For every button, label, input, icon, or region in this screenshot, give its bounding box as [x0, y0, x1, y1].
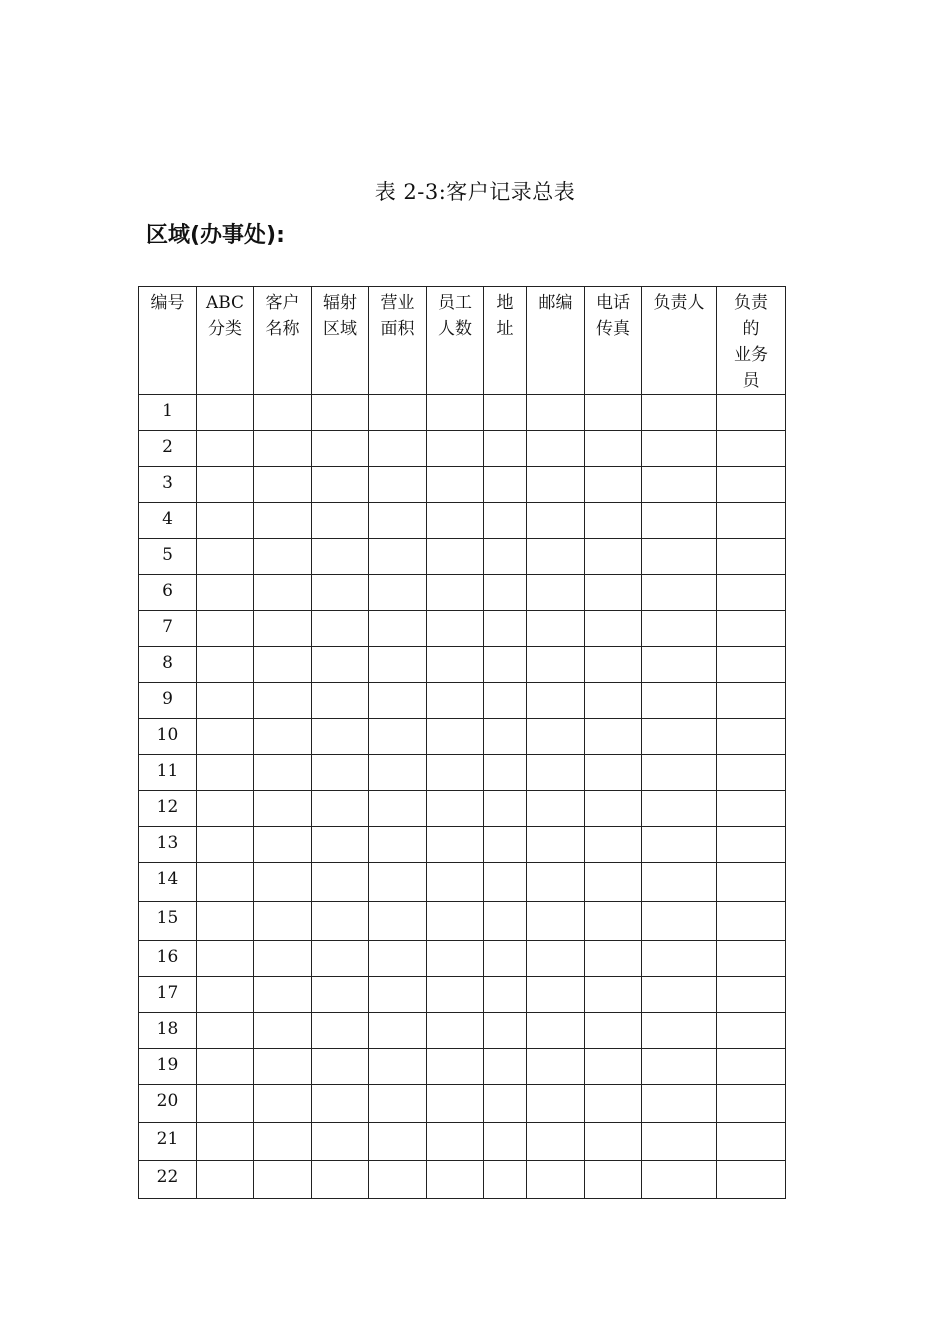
empty-entry-cell[interactable] [197, 1085, 254, 1123]
empty-entry-cell[interactable] [427, 902, 484, 941]
empty-entry-cell[interactable] [254, 575, 312, 611]
empty-entry-cell[interactable] [642, 827, 717, 863]
empty-entry-cell[interactable] [312, 755, 369, 791]
empty-entry-cell[interactable] [369, 611, 427, 647]
empty-entry-cell[interactable] [427, 863, 484, 902]
table-row [139, 719, 786, 755]
empty-entry-cell[interactable] [197, 611, 254, 647]
empty-entry-cell[interactable] [369, 755, 427, 791]
empty-entry-cell[interactable] [642, 941, 717, 977]
empty-entry-cell[interactable] [427, 395, 484, 431]
empty-entry-cell[interactable] [197, 539, 254, 575]
empty-entry-cell[interactable] [484, 755, 527, 791]
empty-entry-cell[interactable] [527, 977, 585, 1013]
empty-entry-cell[interactable] [254, 863, 312, 902]
empty-entry-cell[interactable] [369, 1049, 427, 1085]
column-header [197, 287, 254, 395]
empty-entry-cell[interactable] [312, 1161, 369, 1199]
empty-entry-cell[interactable] [527, 575, 585, 611]
empty-entry-cell[interactable] [427, 827, 484, 863]
empty-entry-cell[interactable] [484, 1161, 527, 1199]
empty-entry-cell[interactable] [717, 1123, 786, 1161]
empty-entry-cell[interactable] [254, 647, 312, 683]
empty-entry-cell[interactable] [484, 539, 527, 575]
empty-entry-cell[interactable] [642, 1013, 717, 1049]
empty-entry-cell[interactable] [527, 1161, 585, 1199]
empty-entry-cell[interactable] [254, 902, 312, 941]
empty-entry-cell[interactable] [585, 719, 642, 755]
empty-entry-cell[interactable] [484, 611, 527, 647]
empty-entry-cell[interactable] [427, 1013, 484, 1049]
column-header-label: 地 址 [496, 293, 514, 339]
empty-entry-cell[interactable] [254, 719, 312, 755]
empty-entry-cell[interactable] [254, 1085, 312, 1123]
empty-entry-cell[interactable] [484, 1049, 527, 1085]
row-number: 15 [139, 902, 197, 941]
empty-entry-cell[interactable] [484, 941, 527, 977]
table-row [139, 611, 786, 647]
empty-entry-cell[interactable] [642, 395, 717, 431]
table-row [139, 1085, 786, 1123]
empty-entry-cell[interactable] [254, 755, 312, 791]
row-number: 17 [139, 977, 197, 1013]
table-row [139, 791, 786, 827]
empty-entry-cell[interactable] [717, 827, 786, 863]
row-number: 18 [139, 1013, 197, 1049]
empty-entry-cell[interactable] [312, 503, 369, 539]
table-row [139, 395, 786, 431]
column-header-label: 负责 的 业务 员 [734, 293, 768, 391]
empty-entry-cell[interactable] [312, 575, 369, 611]
empty-entry-cell[interactable] [369, 791, 427, 827]
empty-entry-cell[interactable] [527, 827, 585, 863]
empty-entry-cell[interactable] [642, 611, 717, 647]
empty-entry-cell[interactable] [312, 431, 369, 467]
row-number: 5 [139, 539, 197, 575]
empty-entry-cell[interactable] [369, 467, 427, 503]
empty-entry-cell[interactable] [427, 575, 484, 611]
empty-entry-cell[interactable] [369, 1161, 427, 1199]
empty-entry-cell[interactable] [585, 1161, 642, 1199]
table-row [139, 941, 786, 977]
table-row [139, 827, 786, 863]
empty-entry-cell[interactable] [642, 1161, 717, 1199]
empty-entry-cell[interactable] [717, 1085, 786, 1123]
empty-entry-cell[interactable] [717, 503, 786, 539]
empty-entry-cell[interactable] [527, 941, 585, 977]
empty-entry-cell[interactable] [369, 1013, 427, 1049]
empty-entry-cell[interactable] [527, 539, 585, 575]
empty-entry-cell[interactable] [585, 467, 642, 503]
empty-entry-cell[interactable] [642, 647, 717, 683]
row-number: 11 [139, 755, 197, 791]
empty-entry-cell[interactable] [585, 395, 642, 431]
empty-entry-cell[interactable] [484, 977, 527, 1013]
empty-entry-cell[interactable] [312, 683, 369, 719]
table-row [139, 1049, 786, 1085]
empty-entry-cell[interactable] [642, 467, 717, 503]
empty-entry-cell[interactable] [484, 719, 527, 755]
empty-entry-cell[interactable] [312, 941, 369, 977]
empty-entry-cell[interactable] [427, 503, 484, 539]
empty-entry-cell[interactable] [484, 863, 527, 902]
empty-entry-cell[interactable] [585, 755, 642, 791]
empty-entry-cell[interactable] [642, 719, 717, 755]
empty-entry-cell[interactable] [197, 431, 254, 467]
empty-entry-cell[interactable] [642, 1049, 717, 1085]
column-header [427, 287, 484, 395]
empty-entry-cell[interactable] [369, 719, 427, 755]
empty-entry-cell[interactable] [642, 503, 717, 539]
empty-entry-cell[interactable] [484, 503, 527, 539]
table-row [139, 575, 786, 611]
empty-entry-cell[interactable] [527, 683, 585, 719]
empty-entry-cell[interactable] [254, 683, 312, 719]
empty-entry-cell[interactable] [642, 539, 717, 575]
empty-entry-cell[interactable] [717, 611, 786, 647]
empty-entry-cell[interactable] [312, 863, 369, 902]
empty-entry-cell[interactable] [427, 1049, 484, 1085]
empty-entry-cell[interactable] [197, 755, 254, 791]
empty-entry-cell[interactable] [254, 1123, 312, 1161]
empty-entry-cell[interactable] [254, 395, 312, 431]
row-number: 8 [139, 647, 197, 683]
empty-entry-cell[interactable] [585, 1085, 642, 1123]
table-row [139, 431, 786, 467]
column-header-label: 邮编 [538, 293, 573, 313]
table-row [139, 755, 786, 791]
empty-entry-cell[interactable] [717, 575, 786, 611]
column-header [642, 287, 717, 395]
row-number: 4 [139, 503, 197, 539]
empty-entry-cell[interactable] [312, 1085, 369, 1123]
empty-entry-cell[interactable] [484, 683, 527, 719]
empty-entry-cell[interactable] [527, 431, 585, 467]
empty-entry-cell[interactable] [254, 827, 312, 863]
empty-entry-cell[interactable] [642, 1085, 717, 1123]
empty-entry-cell[interactable] [254, 977, 312, 1013]
table-row [139, 647, 786, 683]
empty-entry-cell[interactable] [585, 1013, 642, 1049]
empty-entry-cell[interactable] [585, 611, 642, 647]
empty-entry-cell[interactable] [427, 791, 484, 827]
empty-entry-cell[interactable] [642, 902, 717, 941]
table-row [139, 1161, 786, 1199]
empty-entry-cell[interactable] [585, 539, 642, 575]
empty-entry-cell[interactable] [369, 902, 427, 941]
empty-entry-cell[interactable] [427, 1123, 484, 1161]
table-row [139, 539, 786, 575]
empty-entry-cell[interactable] [254, 1049, 312, 1085]
empty-entry-cell[interactable] [427, 539, 484, 575]
empty-entry-cell[interactable] [197, 683, 254, 719]
empty-entry-cell[interactable] [254, 791, 312, 827]
row-number: 20 [139, 1085, 197, 1123]
empty-entry-cell[interactable] [254, 611, 312, 647]
empty-entry-cell[interactable] [427, 1085, 484, 1123]
column-header-label: 电话 传真 [596, 293, 630, 339]
empty-entry-cell[interactable] [369, 647, 427, 683]
empty-entry-cell[interactable] [197, 503, 254, 539]
table-row [139, 503, 786, 539]
empty-entry-cell[interactable] [369, 683, 427, 719]
column-header [254, 287, 312, 395]
empty-entry-cell[interactable] [484, 827, 527, 863]
empty-entry-cell[interactable] [717, 1013, 786, 1049]
empty-entry-cell[interactable] [427, 683, 484, 719]
empty-entry-cell[interactable] [717, 1049, 786, 1085]
empty-entry-cell[interactable] [369, 827, 427, 863]
row-number: 22 [139, 1161, 197, 1199]
empty-entry-cell[interactable] [369, 503, 427, 539]
empty-entry-cell[interactable] [717, 719, 786, 755]
empty-entry-cell[interactable] [585, 1049, 642, 1085]
empty-entry-cell[interactable] [197, 902, 254, 941]
empty-entry-cell[interactable] [585, 647, 642, 683]
empty-entry-cell[interactable] [197, 827, 254, 863]
row-number: 7 [139, 611, 197, 647]
empty-entry-cell[interactable] [312, 977, 369, 1013]
empty-entry-cell[interactable] [717, 791, 786, 827]
table-caption: 表 2-3:客户记录总表 [374, 180, 576, 204]
empty-entry-cell[interactable] [197, 719, 254, 755]
empty-entry-cell[interactable] [585, 791, 642, 827]
empty-entry-cell[interactable] [312, 827, 369, 863]
column-header [527, 287, 585, 395]
empty-entry-cell[interactable] [717, 755, 786, 791]
table-row [139, 1013, 786, 1049]
empty-entry-cell[interactable] [197, 941, 254, 977]
column-header [369, 287, 427, 395]
row-number: 2 [139, 431, 197, 467]
empty-entry-cell[interactable] [585, 827, 642, 863]
empty-entry-cell[interactable] [427, 977, 484, 1013]
empty-entry-cell[interactable] [585, 683, 642, 719]
empty-entry-cell[interactable] [369, 575, 427, 611]
empty-entry-cell[interactable] [585, 977, 642, 1013]
row-number: 14 [139, 863, 197, 902]
empty-entry-cell[interactable] [427, 467, 484, 503]
empty-entry-cell[interactable] [527, 395, 585, 431]
empty-entry-cell[interactable] [527, 611, 585, 647]
empty-entry-cell[interactable] [527, 647, 585, 683]
empty-entry-cell[interactable] [717, 647, 786, 683]
empty-entry-cell[interactable] [484, 467, 527, 503]
empty-entry-cell[interactable] [369, 431, 427, 467]
column-header-label: 员工 人数 [438, 293, 472, 339]
column-header-label: 客户 名称 [265, 293, 300, 339]
empty-entry-cell[interactable] [427, 611, 484, 647]
empty-entry-cell[interactable] [527, 902, 585, 941]
row-number: 3 [139, 467, 197, 503]
table-body [139, 395, 786, 1199]
empty-entry-cell[interactable] [427, 755, 484, 791]
empty-entry-cell[interactable] [484, 1123, 527, 1161]
column-header [585, 287, 642, 395]
empty-entry-cell[interactable] [585, 575, 642, 611]
empty-entry-cell[interactable] [312, 719, 369, 755]
empty-entry-cell[interactable] [369, 1123, 427, 1161]
empty-entry-cell[interactable] [197, 1049, 254, 1085]
empty-entry-cell[interactable] [484, 791, 527, 827]
row-number: 13 [139, 827, 197, 863]
empty-entry-cell[interactable] [717, 902, 786, 941]
empty-entry-cell[interactable] [585, 503, 642, 539]
empty-entry-cell[interactable] [717, 977, 786, 1013]
empty-entry-cell[interactable] [642, 755, 717, 791]
empty-entry-cell[interactable] [369, 1085, 427, 1123]
empty-entry-cell[interactable] [254, 467, 312, 503]
empty-entry-cell[interactable] [642, 431, 717, 467]
table-row [139, 1123, 786, 1161]
empty-entry-cell[interactable] [197, 977, 254, 1013]
empty-entry-cell[interactable] [642, 575, 717, 611]
empty-entry-cell[interactable] [197, 1161, 254, 1199]
empty-entry-cell[interactable] [312, 1049, 369, 1085]
empty-entry-cell[interactable] [254, 1013, 312, 1049]
empty-entry-cell[interactable] [369, 977, 427, 1013]
empty-entry-cell[interactable] [197, 863, 254, 902]
empty-entry-cell[interactable] [527, 467, 585, 503]
empty-entry-cell[interactable] [369, 941, 427, 977]
empty-entry-cell[interactable] [427, 647, 484, 683]
empty-entry-cell[interactable] [312, 611, 369, 647]
empty-entry-cell[interactable] [427, 431, 484, 467]
empty-entry-cell[interactable] [717, 863, 786, 902]
empty-entry-cell[interactable] [527, 755, 585, 791]
row-number: 19 [139, 1049, 197, 1085]
empty-entry-cell[interactable] [527, 1085, 585, 1123]
column-header [484, 287, 527, 395]
empty-entry-cell[interactable] [585, 941, 642, 977]
empty-entry-cell[interactable] [312, 395, 369, 431]
empty-entry-cell[interactable] [484, 1085, 527, 1123]
empty-entry-cell[interactable] [642, 977, 717, 1013]
row-number: 21 [139, 1123, 197, 1161]
empty-entry-cell[interactable] [312, 791, 369, 827]
column-header-label: ABC 分类 [205, 293, 245, 339]
table-row [139, 902, 786, 941]
empty-entry-cell[interactable] [484, 1013, 527, 1049]
header-row [139, 287, 786, 395]
empty-entry-cell[interactable] [197, 395, 254, 431]
empty-entry-cell[interactable] [254, 1161, 312, 1199]
empty-entry-cell[interactable] [254, 941, 312, 977]
region-office-label: 区域(办事处): [146, 223, 285, 248]
empty-entry-cell[interactable] [527, 719, 585, 755]
column-header-label: 负责人 [653, 293, 705, 313]
empty-entry-cell[interactable] [427, 1161, 484, 1199]
empty-entry-cell[interactable] [642, 683, 717, 719]
empty-entry-cell[interactable] [642, 1123, 717, 1161]
row-number: 9 [139, 683, 197, 719]
row-number: 1 [139, 395, 197, 431]
column-header-label: 营业 面积 [380, 293, 415, 339]
table-row [139, 683, 786, 719]
column-header [139, 287, 197, 395]
empty-entry-cell[interactable] [717, 431, 786, 467]
row-number: 10 [139, 719, 197, 755]
empty-entry-cell[interactable] [369, 863, 427, 902]
column-header-label: 辐射 区域 [323, 293, 357, 339]
column-header [717, 287, 786, 395]
empty-entry-cell[interactable] [527, 1049, 585, 1085]
empty-entry-cell[interactable] [369, 539, 427, 575]
column-header [312, 287, 369, 395]
empty-entry-cell[interactable] [484, 647, 527, 683]
empty-entry-cell[interactable] [484, 902, 527, 941]
empty-entry-cell[interactable] [717, 683, 786, 719]
empty-entry-cell[interactable] [527, 503, 585, 539]
row-number: 12 [139, 791, 197, 827]
empty-entry-cell[interactable] [642, 791, 717, 827]
empty-entry-cell[interactable] [197, 647, 254, 683]
empty-entry-cell[interactable] [527, 791, 585, 827]
empty-entry-cell[interactable] [254, 503, 312, 539]
empty-entry-cell[interactable] [717, 941, 786, 977]
table-row [139, 863, 786, 902]
empty-entry-cell[interactable] [197, 791, 254, 827]
empty-entry-cell[interactable] [484, 575, 527, 611]
empty-entry-cell[interactable] [585, 1123, 642, 1161]
table-row [139, 977, 786, 1013]
empty-entry-cell[interactable] [197, 467, 254, 503]
empty-entry-cell[interactable] [254, 431, 312, 467]
empty-entry-cell[interactable] [585, 863, 642, 902]
empty-entry-cell[interactable] [484, 395, 527, 431]
row-number: 16 [139, 941, 197, 977]
empty-entry-cell[interactable] [312, 902, 369, 941]
empty-entry-cell[interactable] [427, 941, 484, 977]
empty-entry-cell[interactable] [585, 902, 642, 941]
empty-entry-cell[interactable] [197, 1013, 254, 1049]
empty-entry-cell[interactable] [717, 467, 786, 503]
empty-entry-cell[interactable] [312, 539, 369, 575]
empty-entry-cell[interactable] [197, 1123, 254, 1161]
empty-entry-cell[interactable] [717, 1161, 786, 1199]
empty-entry-cell[interactable] [254, 539, 312, 575]
empty-entry-cell[interactable] [527, 1123, 585, 1161]
empty-entry-cell[interactable] [484, 431, 527, 467]
empty-entry-cell[interactable] [585, 431, 642, 467]
empty-entry-cell[interactable] [312, 647, 369, 683]
empty-entry-cell[interactable] [427, 719, 484, 755]
empty-entry-cell[interactable] [642, 863, 717, 902]
empty-entry-cell[interactable] [717, 395, 786, 431]
empty-entry-cell[interactable] [527, 1013, 585, 1049]
column-header-label: 编号 [150, 293, 185, 313]
empty-entry-cell[interactable] [717, 539, 786, 575]
empty-entry-cell[interactable] [312, 1013, 369, 1049]
row-number: 6 [139, 575, 197, 611]
table-row [139, 467, 786, 503]
empty-entry-cell[interactable] [369, 395, 427, 431]
customer-record-table [138, 286, 786, 1199]
empty-entry-cell[interactable] [527, 863, 585, 902]
empty-entry-cell[interactable] [197, 575, 254, 611]
empty-entry-cell[interactable] [312, 1123, 369, 1161]
empty-entry-cell[interactable] [312, 467, 369, 503]
